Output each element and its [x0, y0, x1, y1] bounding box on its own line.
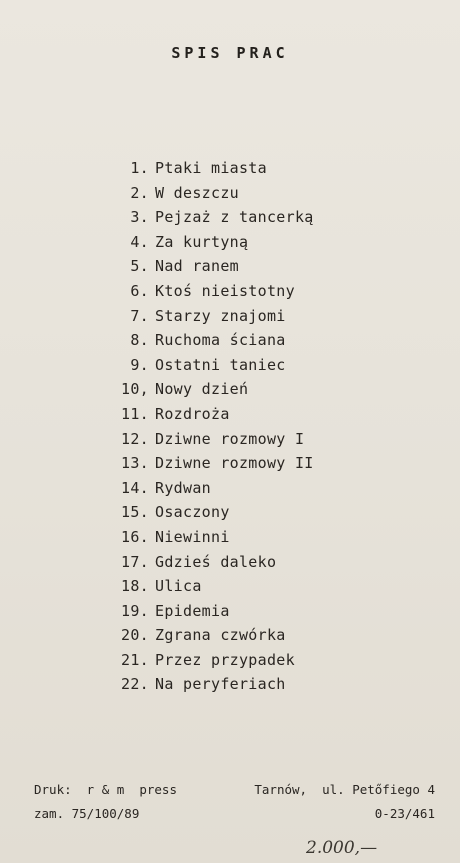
list-item [0, 599, 460, 624]
list-item [0, 328, 460, 353]
item-title: Ptaki miasta [155, 159, 267, 177]
item-number: 15. [121, 503, 149, 522]
item-title: Nad ranem [155, 257, 239, 276]
item-title: Za kurtyną [155, 232, 249, 251]
list-item [0, 427, 460, 452]
item-number: 10, [121, 380, 149, 399]
item-title: Ulica [155, 577, 202, 596]
item-title: Dziwne rozmowy II [155, 454, 314, 473]
item-title: Ktoś nieistotny [155, 281, 295, 300]
item-number: 20. [121, 626, 149, 645]
list-item [0, 304, 460, 329]
print-label: Druk: r & m press [34, 782, 177, 797]
item-title: Na peryferiach [155, 675, 286, 694]
list-item [0, 672, 460, 697]
list-item [0, 451, 460, 476]
list-item [0, 181, 460, 206]
list-item [0, 402, 460, 427]
item-number: 1. [130, 159, 149, 177]
list-item [0, 550, 460, 575]
item-number: 11. [121, 404, 149, 423]
list-item [0, 574, 460, 599]
item-title: Zgrana czwórka [155, 626, 286, 645]
item-title: Starzy znajomi [155, 306, 286, 325]
item-title: Przez przypadek [155, 650, 295, 669]
item-number: 21. [121, 650, 149, 669]
item-title: Pejzaż z tancerką [155, 208, 314, 227]
item-title: Rozdroża [155, 404, 230, 423]
order-number: zam. 75/100/89 [34, 806, 140, 821]
item-title: Gdzieś daleko [155, 552, 277, 571]
item-number: 14. [121, 478, 149, 497]
item-title: Ruchoma ściana [155, 331, 286, 350]
list-item [0, 230, 460, 255]
item-number: 18. [121, 577, 149, 596]
page-title: SPIS PRAC [171, 44, 289, 62]
item-number: 19. [121, 601, 149, 620]
list-item [0, 648, 460, 673]
list-item [0, 156, 460, 181]
list-item [0, 500, 460, 525]
list-item [0, 377, 460, 402]
item-number: 22. [121, 675, 149, 694]
item-number: 7. [130, 306, 149, 325]
item-number: 2. [130, 183, 149, 202]
item-number: 9. [130, 355, 149, 374]
item-number: 3. [130, 208, 149, 227]
item-number: 16. [121, 527, 149, 546]
item-number: 5. [130, 257, 149, 276]
item-number: 4. [130, 232, 149, 251]
list-item [0, 623, 460, 648]
handwritten-price: 2.000,— [306, 838, 378, 858]
item-title: Rydwan [155, 478, 211, 497]
item-title: Nowy dzień [155, 380, 249, 399]
item-title: W deszczu [155, 183, 239, 202]
item-title: Niewinni [155, 527, 230, 546]
item-number: 13. [121, 454, 149, 473]
catalog-code: 0-23/461 [374, 806, 435, 821]
list-item [0, 476, 460, 501]
list-item [0, 353, 460, 378]
item-number: 8. [130, 331, 149, 350]
list-item [0, 205, 460, 230]
list-item [0, 254, 460, 279]
item-number: 12. [121, 429, 149, 448]
item-title: Dziwne rozmowy I [155, 429, 305, 448]
list-item [0, 525, 460, 550]
item-title: Ostatni taniec [155, 355, 286, 374]
list-item [0, 279, 460, 304]
item-number: 17. [121, 552, 149, 571]
item-title: Epidemia [155, 601, 230, 620]
item-title: Osaczony [155, 503, 230, 522]
table-of-contents [0, 156, 460, 697]
item-number: 6. [130, 281, 149, 300]
printer-address: Tarnów, ul. Petőfiego 4 [254, 782, 435, 797]
